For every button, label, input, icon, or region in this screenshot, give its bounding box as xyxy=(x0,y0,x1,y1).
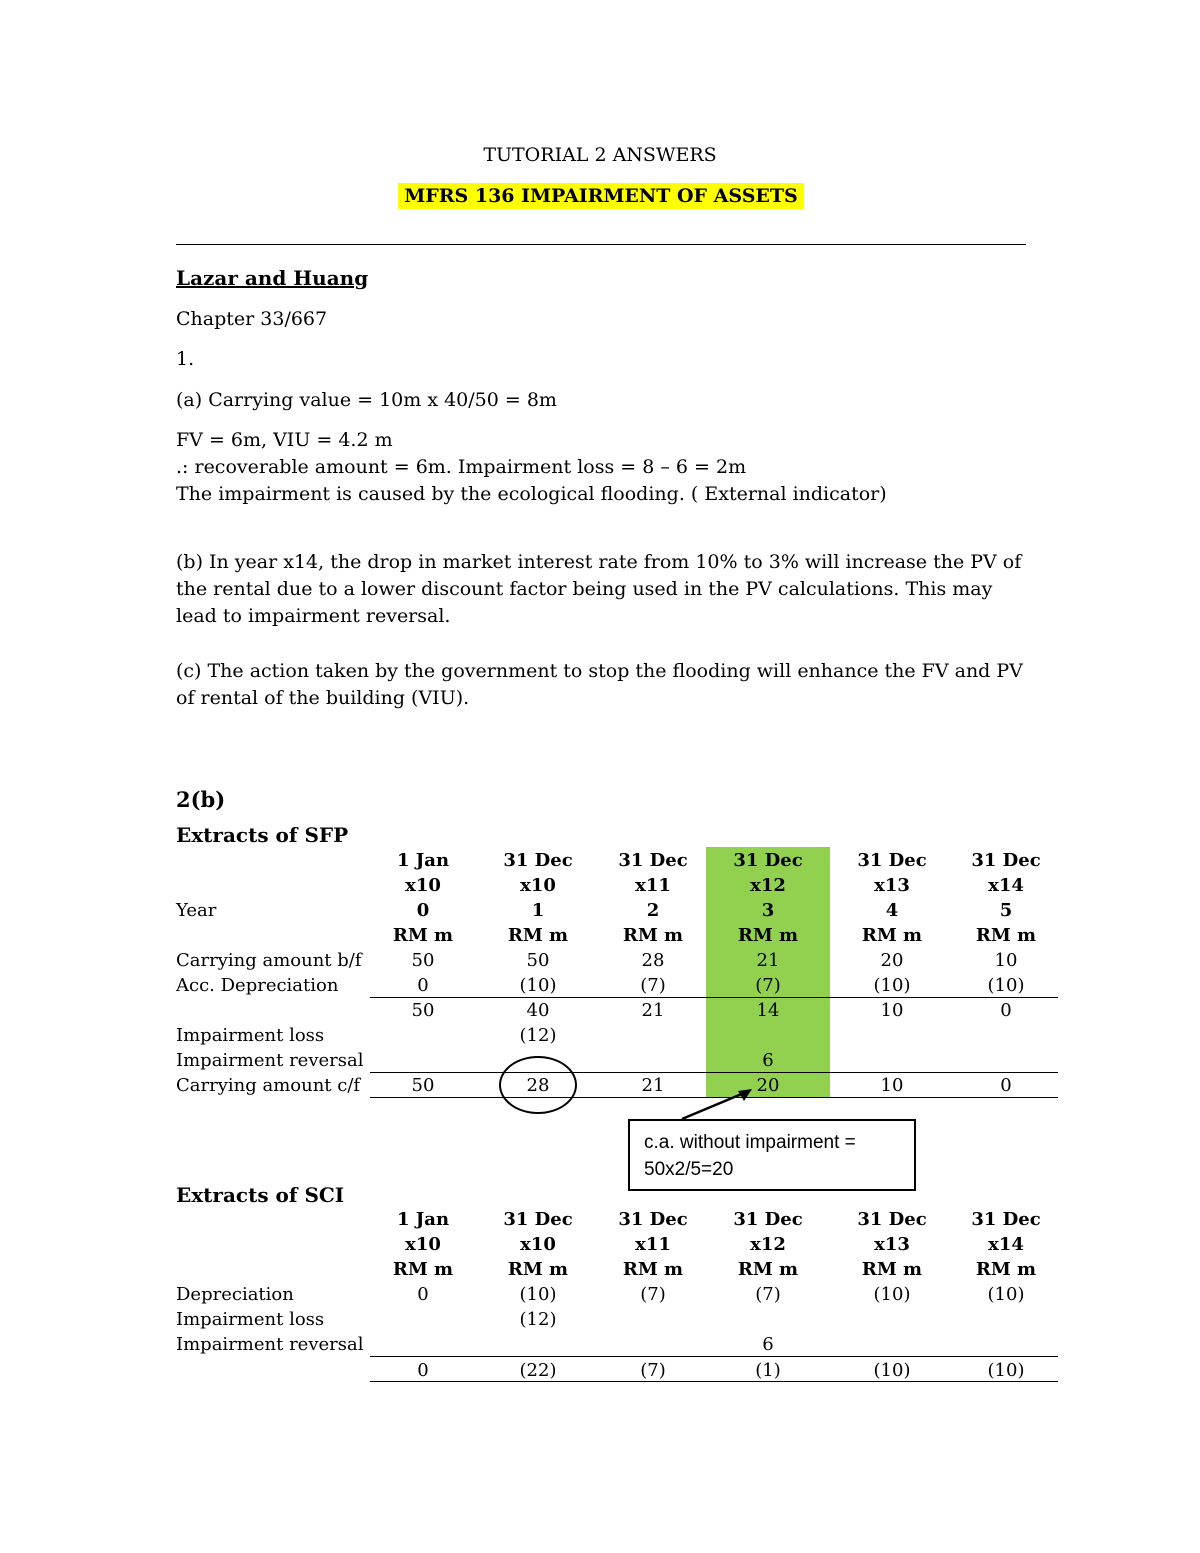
column-header-date: 31 Dec xyxy=(971,1209,1041,1230)
table-cell: (7) xyxy=(640,975,666,996)
column-header-unit: RM m xyxy=(622,925,684,946)
column-header-year_code: x11 xyxy=(635,1234,671,1255)
table-cell: 10 xyxy=(880,1000,904,1021)
column-header-date: 31 Dec xyxy=(733,850,803,871)
column-header-date: 31 Dec xyxy=(618,850,688,871)
answer-a-line4: The impairment is caused by the ecological flooding. ( External indicator) xyxy=(176,483,887,505)
total-rule-top xyxy=(370,1072,1058,1073)
table-cell: (7) xyxy=(640,1284,666,1305)
table-cell: (7) xyxy=(755,975,781,996)
table-cell: (1) xyxy=(755,1360,781,1381)
column-header-year_code: x14 xyxy=(988,875,1024,896)
table-cell: 0 xyxy=(417,975,429,996)
table-cell: 6 xyxy=(762,1334,774,1355)
column-header-date: 31 Dec xyxy=(971,850,1041,871)
table-cell: 0 xyxy=(417,1360,429,1381)
table-cell: (10) xyxy=(987,1284,1025,1305)
column-header-year_code: x14 xyxy=(988,1234,1024,1255)
table-cell: 28 xyxy=(641,950,665,971)
total-rule-top xyxy=(370,1356,1058,1357)
column-header-year_code: x10 xyxy=(405,1234,441,1255)
column-header-unit: RM m xyxy=(507,925,569,946)
answer-a-line1: (a) Carrying value = 10m x 40/50 = 8m xyxy=(176,389,557,411)
column-header-date: 1 Jan xyxy=(396,1209,450,1230)
row-label: Acc. Depreciation xyxy=(176,975,339,996)
table-cell: 14 xyxy=(756,1000,780,1021)
row-label: Impairment loss xyxy=(176,1025,325,1046)
column-header-unit: RM m xyxy=(392,1259,454,1280)
sci-table-title: Extracts of SCI xyxy=(176,1183,345,1207)
column-header-date: 31 Dec xyxy=(857,1209,927,1230)
column-header-year: 0 xyxy=(416,900,430,921)
table-cell: (22) xyxy=(519,1360,557,1381)
table-cell: 50 xyxy=(411,950,435,971)
page-subtitle: MFRS 136 IMPAIRMENT OF ASSETS xyxy=(398,183,804,209)
column-header-year_code: x12 xyxy=(750,1234,786,1255)
answer-a-line2: FV = 6m, VIU = 4.2 m xyxy=(176,429,393,451)
column-header-year: 4 xyxy=(885,900,899,921)
callout-text: c.a. without impairment = 50x2/5=20 xyxy=(644,1132,856,1180)
column-header-date: 1 Jan xyxy=(396,850,450,871)
table-cell: 50 xyxy=(411,1075,435,1096)
question-number: 1. xyxy=(176,348,195,370)
answer-a-line3: .: recoverable amount = 6m. Impairment loss = 8 – 6 = 2m xyxy=(176,456,747,478)
sfp-table-title: Extracts of SFP xyxy=(176,823,349,847)
row-label: Carrying amount c/f xyxy=(176,1075,361,1096)
page-title: TUTORIAL 2 ANSWERS xyxy=(483,144,717,166)
table-cell: 6 xyxy=(762,1050,774,1071)
column-header-date: 31 Dec xyxy=(857,850,927,871)
column-header-year_code: x13 xyxy=(874,875,910,896)
column-header-year_code: x10 xyxy=(520,875,556,896)
column-header-unit: RM m xyxy=(975,1259,1037,1280)
book-heading: Lazar and Huang xyxy=(176,266,369,290)
table-cell: 0 xyxy=(1000,1000,1012,1021)
table-cell: 0 xyxy=(417,1284,429,1305)
table-cell: 10 xyxy=(880,1075,904,1096)
column-header-year: 5 xyxy=(999,900,1013,921)
table-cell: (7) xyxy=(640,1360,666,1381)
table-cell: 21 xyxy=(641,1075,665,1096)
row-label: Carrying amount b/f xyxy=(176,950,362,971)
column-header-unit: RM m xyxy=(392,925,454,946)
circle-annotation xyxy=(499,1056,577,1114)
table-cell: (12) xyxy=(519,1309,557,1330)
column-header-year: 1 xyxy=(531,900,545,921)
column-header-year_code: x10 xyxy=(520,1234,556,1255)
row-label: Depreciation xyxy=(176,1284,294,1305)
table-cell: (10) xyxy=(873,1360,911,1381)
table-cell: 21 xyxy=(756,950,780,971)
divider xyxy=(176,244,1026,245)
subtotal-rule xyxy=(370,997,1058,998)
table-cell: 20 xyxy=(880,950,904,971)
table-cell: 21 xyxy=(641,1000,665,1021)
answer-b: (b) In year x14, the drop in market interest rate from 10% to 3% will increase the PV of the rental due to a lower discount factor being used in the PV calculations. This may lead to impairment reversal. xyxy=(176,551,1022,627)
column-header-date: 31 Dec xyxy=(733,1209,803,1230)
table-cell: (10) xyxy=(987,1360,1025,1381)
column-header-unit: RM m xyxy=(737,925,799,946)
chapter-reference: Chapter 33/667 xyxy=(176,308,328,330)
column-header-date: 31 Dec xyxy=(503,850,573,871)
table-cell: (7) xyxy=(755,1284,781,1305)
callout-box xyxy=(628,1119,916,1191)
row-label-year: Year xyxy=(176,900,217,921)
table-cell: 40 xyxy=(526,1000,550,1021)
column-header-year_code: x12 xyxy=(750,875,786,896)
column-header-unit: RM m xyxy=(737,1259,799,1280)
table-cell: (10) xyxy=(519,975,557,996)
table-cell: 50 xyxy=(411,1000,435,1021)
total-rule-bottom xyxy=(370,1381,1058,1382)
column-header-unit: RM m xyxy=(507,1259,569,1280)
column-header-year: 2 xyxy=(646,900,660,921)
answer-c: (c) The action taken by the government to stop the flooding will enhance the FV and PV of rental of the building (VIU). xyxy=(176,660,1023,709)
table-cell: 20 xyxy=(756,1075,780,1096)
column-header-date: 31 Dec xyxy=(618,1209,688,1230)
column-header-unit: RM m xyxy=(622,1259,684,1280)
table-cell: 28 xyxy=(526,1075,550,1096)
table-cell: (10) xyxy=(987,975,1025,996)
table-cell: (10) xyxy=(873,975,911,996)
column-header-unit: RM m xyxy=(861,925,923,946)
column-header-year_code: x10 xyxy=(405,875,441,896)
column-header-date: 31 Dec xyxy=(503,1209,573,1230)
row-label: Impairment loss xyxy=(176,1309,325,1330)
row-label: Impairment reversal xyxy=(176,1050,364,1071)
table-cell: 0 xyxy=(1000,1075,1012,1096)
table-cell: (10) xyxy=(873,1284,911,1305)
column-header-year: 3 xyxy=(761,900,775,921)
table-cell: (10) xyxy=(519,1284,557,1305)
row-label: Impairment reversal xyxy=(176,1334,364,1355)
table-cell: 50 xyxy=(526,950,550,971)
column-header-unit: RM m xyxy=(975,925,1037,946)
table-cell: (12) xyxy=(519,1025,557,1046)
column-header-year_code: x11 xyxy=(635,875,671,896)
table-cell: 10 xyxy=(994,950,1018,971)
column-header-year_code: x13 xyxy=(874,1234,910,1255)
question-2b-heading: 2(b) xyxy=(176,787,226,812)
column-header-unit: RM m xyxy=(861,1259,923,1280)
